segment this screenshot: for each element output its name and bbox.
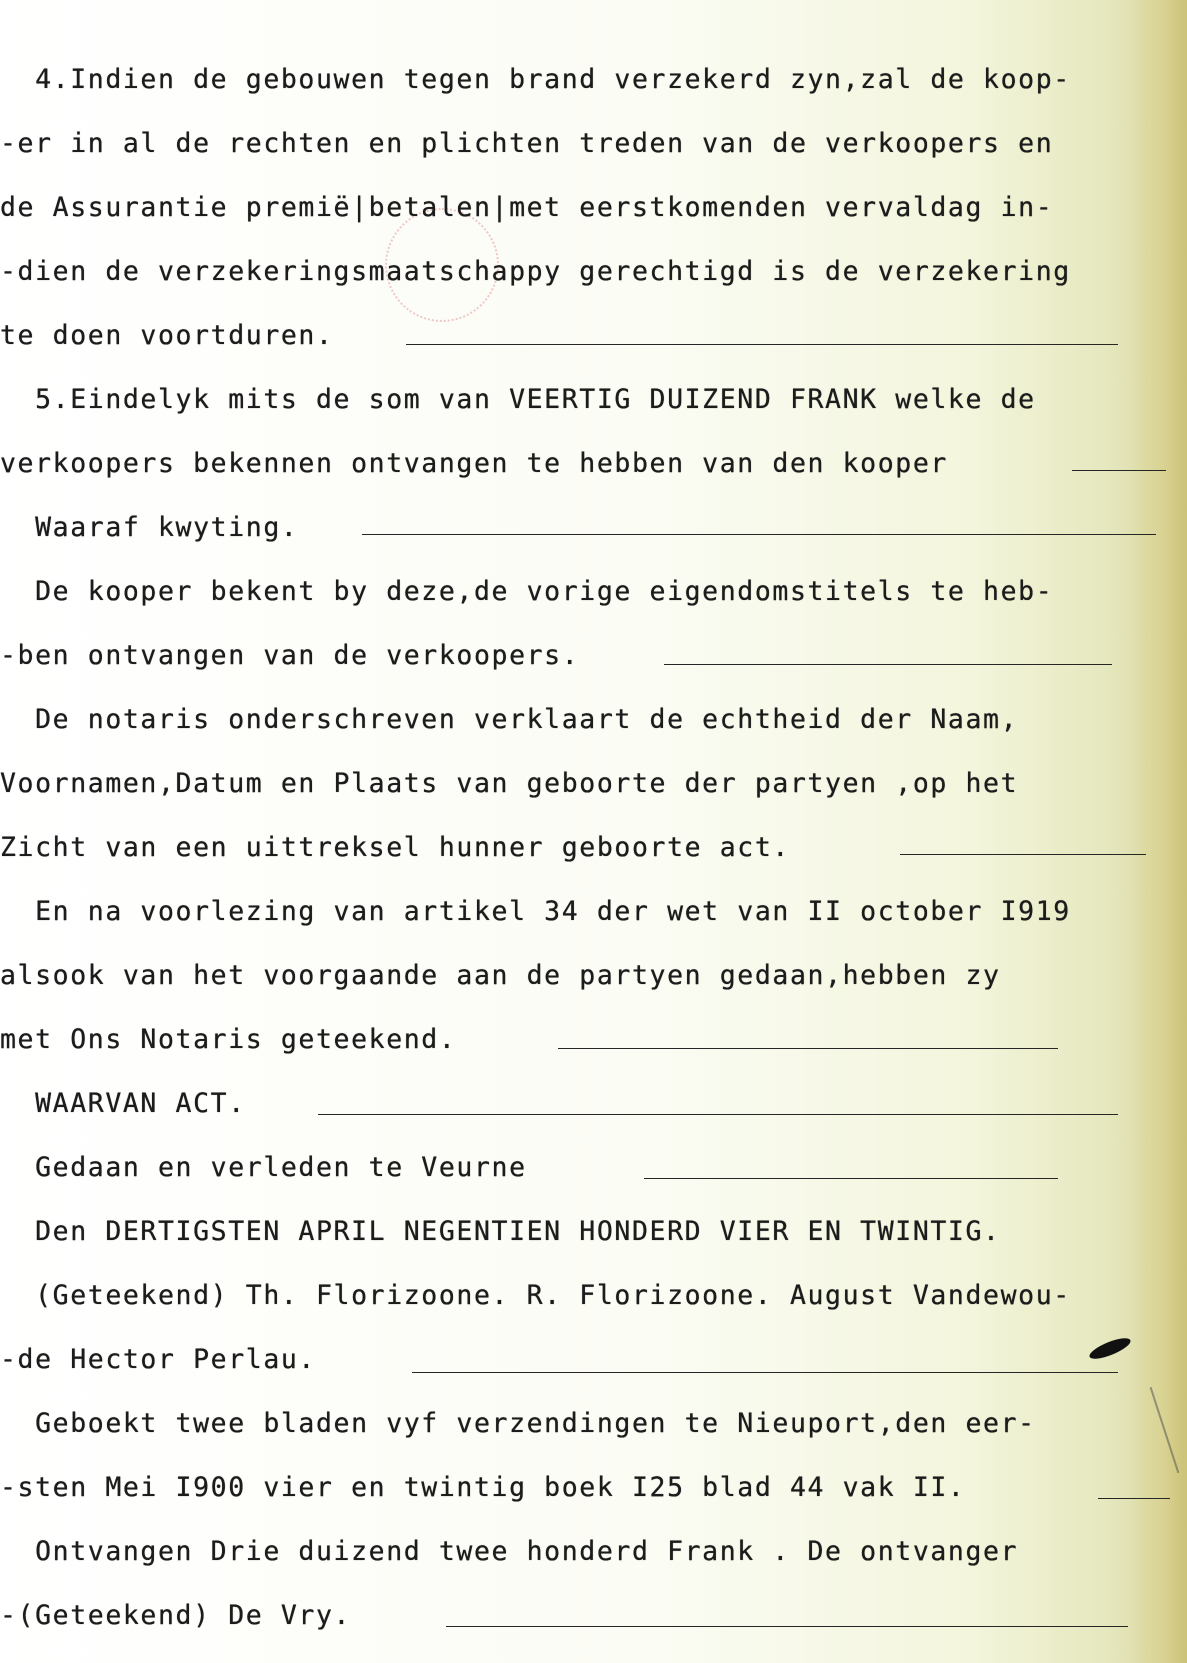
doc-line-22: Geboekt twee bladen vyf verzendingen te Nieuport,den eer- <box>0 1408 1036 1439</box>
doc-line-25: -(Geteekend) De Vry. <box>0 1600 352 1631</box>
fill-line <box>446 1626 1128 1627</box>
fill-line <box>558 1048 1058 1049</box>
fill-line <box>412 1372 1118 1373</box>
doc-line-4: -dien de verzekeringsmaatschappy gerechtigd is de verzekering <box>0 256 1071 287</box>
doc-line-10: -ben ontvangen van de verkoopers. <box>0 640 580 671</box>
fill-line <box>900 854 1146 855</box>
doc-line-3: de Assurantie premië|betalen|met eerstkomenden vervaldag in- <box>0 192 1054 223</box>
doc-line-17: WAARVAN ACT. <box>0 1088 246 1119</box>
doc-line-7: verkoopers bekennen ontvangen te hebben van den kooper <box>0 448 948 479</box>
doc-line-13: Zicht van een uittreksel hunner geboorte act. <box>0 832 790 863</box>
fill-line <box>664 664 1112 665</box>
doc-line-11: De notaris onderschreven verklaart de echtheid der Naam, <box>0 704 1019 735</box>
doc-line-9: De kooper bekent by deze,de vorige eigendomstitels te heb- <box>0 576 1054 607</box>
doc-line-5: te doen voortduren. <box>0 320 334 351</box>
fill-line <box>318 1114 1118 1115</box>
ink-smudge <box>1087 1334 1133 1363</box>
fill-line <box>644 1178 1058 1179</box>
fill-line <box>1098 1498 1170 1499</box>
doc-line-18: Gedaan en verleden te Veurne <box>0 1152 527 1183</box>
doc-line-20: (Geteekend) Th. Florizoone. R. Florizoone. August Vandewou- <box>0 1280 1071 1311</box>
fill-line <box>1072 470 1166 471</box>
doc-line-23: -sten Mei I900 vier en twintig boek I25 blad 44 vak II. <box>0 1472 966 1503</box>
doc-line-2: -er in al de rechten en plichten treden van de verkoopers en <box>0 128 1054 159</box>
fill-line <box>362 534 1156 535</box>
doc-line-24: Ontvangen Drie duizend twee honderd Frank . De ontvanger <box>0 1536 1019 1567</box>
doc-line-14: En na voorlezing van artikel 34 der wet van II october I919 <box>0 896 1071 927</box>
doc-line-15: alsook van het voorgaande aan de partyen gedaan,hebben zy <box>0 960 1001 991</box>
doc-line-1: 4.Indien de gebouwen tegen brand verzekerd zyn,zal de koop- <box>0 64 1071 95</box>
fill-line <box>406 344 1118 345</box>
doc-line-6: 5.Eindelyk mits de som van VEERTIG DUIZEND FRANK welke de <box>0 384 1036 415</box>
doc-line-19: Den DERTIGSTEN APRIL NEGENTIEN HONDERD VIER EN TWINTIG. <box>0 1216 1001 1247</box>
doc-line-12: Voornamen,Datum en Plaats van geboorte der partyen ,op het <box>0 768 1019 799</box>
doc-line-21: -de Hector Perlau. <box>0 1344 316 1375</box>
doc-line-16: met Ons Notaris geteekend. <box>0 1024 457 1055</box>
doc-line-8: Waaraf kwyting. <box>0 512 299 543</box>
